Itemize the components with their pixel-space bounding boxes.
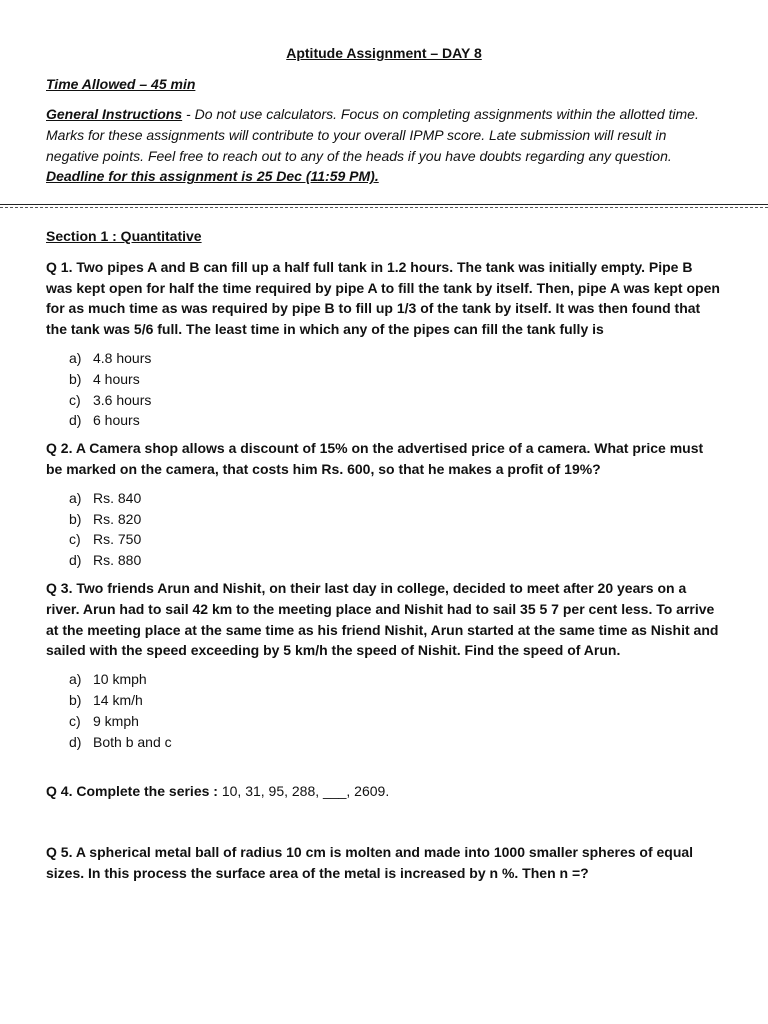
option-text: 10 kmph: [93, 671, 147, 688]
option-letter: c): [69, 531, 81, 548]
option-letter: a): [69, 671, 82, 688]
option-item: [46, 348, 721, 369]
general-instructions: [46, 104, 716, 187]
option-letter: b): [69, 691, 82, 708]
option-item: [46, 390, 721, 411]
option-list: [46, 348, 721, 431]
option-item: [46, 732, 721, 753]
assignment-title: Aptitude Assignment – DAY 8: [286, 45, 482, 61]
question-label: Q 4. Complete the series :: [46, 783, 218, 800]
instructions-label: General Instructions: [46, 106, 183, 122]
option-letter: b): [69, 510, 82, 527]
option-item: [46, 410, 721, 431]
question-text: Q 1. Two pipes A and B can fill up a half full tank in 1.2 hours. The tank was initially empty. Pipe B was kept open for half the time required by pipe A to fill the tank by itself. Then, pipe A was kept open for as much time as was required by pipe B to fill up 1/3 of the tank by itself. It was then found that the tank was 5/6 full. The least time in which any of the pipes can fill the tank fully is: [46, 258, 720, 338]
option-text: 4.8 hours: [93, 349, 152, 366]
question-text: Q 2. A Camera shop allows a discount of 15% on the advertised price of a camera. What price must be marked on the camera, that costs him Rs. 600, so that he makes a profit of 19%?: [46, 440, 704, 477]
option-item: [46, 669, 721, 690]
option-text: Rs. 820: [93, 510, 142, 527]
section-title: Section 1 : Quantitative: [46, 228, 202, 244]
option-letter: b): [69, 370, 82, 387]
option-letter: d): [69, 552, 82, 569]
option-text: Rs. 750: [93, 531, 142, 548]
option-item: [46, 369, 721, 390]
option-item: [46, 488, 721, 509]
option-item: [46, 550, 721, 571]
option-text: 14 km/h: [93, 691, 143, 708]
question-2: [46, 438, 721, 571]
question-3: [46, 578, 721, 752]
question-4: [46, 781, 721, 802]
option-letter: d): [69, 733, 82, 750]
header-divider: [0, 204, 768, 205]
header-divider-secondary: [0, 207, 768, 208]
option-letter: a): [69, 489, 82, 506]
option-list: [46, 669, 721, 752]
option-list: [46, 488, 721, 571]
content: [46, 226, 721, 892]
option-text: 9 kmph: [93, 712, 139, 729]
option-item: [46, 690, 721, 711]
spacer: [46, 759, 721, 781]
option-item: [46, 509, 721, 530]
option-text: Rs. 880: [93, 552, 142, 569]
option-letter: a): [69, 349, 82, 366]
question-text: Q 3. Two friends Arun and Nishit, on their last day in college, decided to meet after 20 years on a river. Arun had to sail 42 km to the meeting place and Nishit had to sail 35 5 7 per cent less. To arrive at the meeting place at the same time as his friend Nishit, Arun started at the same time as Nishit and sailed with the speed exceeding by 5 km/h the speed of Nishit. Find the speed of Arun.: [46, 579, 719, 659]
option-text: Both b and c: [93, 733, 172, 750]
option-item: [46, 711, 721, 732]
time-allowed: Time Allowed – 45 min: [46, 76, 196, 92]
option-text: Rs. 840: [93, 489, 142, 506]
question-text: Q 5. A spherical metal ball of radius 10 cm is molten and made into 1000 smaller spheres of equal sizes. In this process the surface area of the metal is increased by n %. Then n =?: [46, 844, 694, 881]
option-letter: c): [69, 391, 81, 408]
option-text: 6 hours: [93, 412, 140, 429]
deadline-text: Deadline for this assignment is 25 Dec (11:59 PM).: [46, 168, 379, 185]
option-text: 3.6 hours: [93, 391, 152, 408]
instructions-text: - Do not use calculators. Focus on completing assignments within the allotted time. Marks for these assignments will contribute to your overall IPMP score. Late submission will result in negative points. Feel free to reach out to any of the heads if you have doubts regarding any question.: [46, 106, 699, 164]
question-text: [46, 781, 721, 802]
option-item: [46, 529, 721, 550]
series-values: 10, 31, 95, 288, ___, 2609.: [217, 783, 390, 800]
option-text: 4 hours: [93, 370, 140, 387]
option-letter: c): [69, 712, 81, 729]
spacer: [46, 810, 721, 842]
option-letter: d): [69, 412, 82, 429]
question-5: [46, 842, 721, 884]
question-1: [46, 257, 721, 431]
